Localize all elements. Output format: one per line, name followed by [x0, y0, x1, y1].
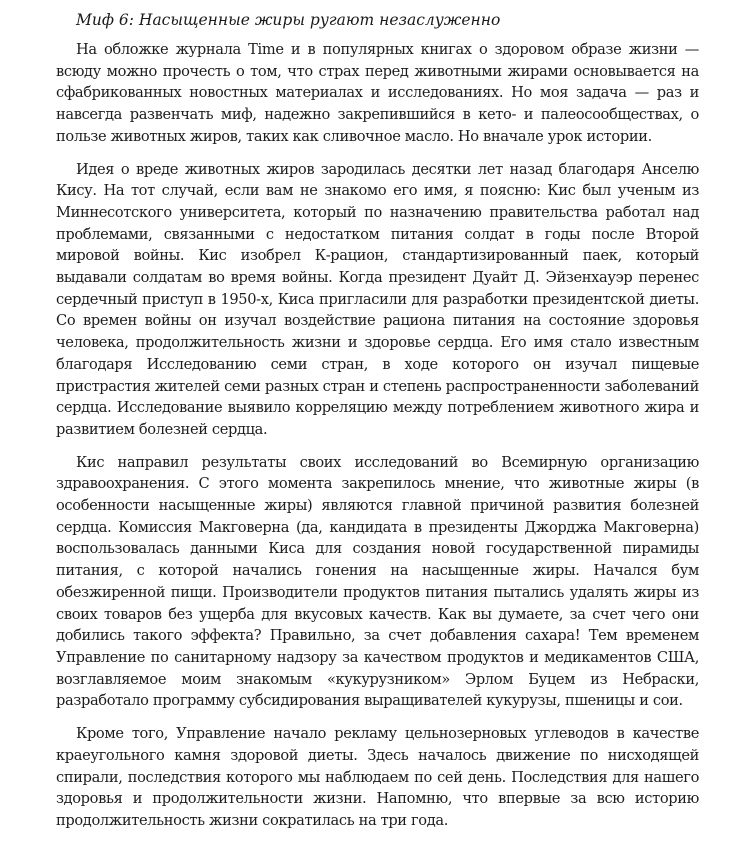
- paragraph-1: На обложке журнала Time и в популярных книгах о здоровом образе жизни — всюду можно прочесть о том, что страх перед животными жирами основывается на сфабрикованных новостных материалах и исследованиях. Но моя задача — раз и навсегда развенчать миф, надежно закрепившийся в кето- и палеосообществах, о пользе животных жиров, таких как сливочное масло. Но вначале урок истории.: [56, 41, 699, 145]
- paragraph-2: Идея о вреде животных жиров зародилась десятки лет назад благодаря Анселю Кису. На тот случай, если вам не знакомо его имя, я поясню: Кис был ученым из Миннесотского университета, который по назначению правительства работал над проблемами, связанными с недостатком питания солдат в годы после Второй мировой войны. Кис изобрел К-рацион, стандартизированный паек, который выдавали солдатам во время войны. Когда президент Дуайт Д. Эйзенхауэр перенес сердечный приступ в 1950-х, Киса пригласили для разработки президентской диеты. Со времен войны он изучал воздействие рациона питания на состояние здоровья человека, продолжительность жизни и здоровье сердца. Его имя стало известным благодаря Исследованию семи стран, в ходе которого он изучал пищевые пристрастия жителей семи разных стран и степень распространенности заболеваний сердца. Исследование выявило корреляцию между потреблением животного жира и развитием болезней сердца.: [56, 160, 699, 438]
- paragraph-3: Кис направил результаты своих исследований во Всемирную организацию здравоохранения. С этого момента закрепилось мнение, что животные жиры (в особенности насыщенные жиры) являются главной причиной развития болезней сердца. Комиссия Макговерна (да, кандидата в президенты Джорджа Макговерна) воспользовалась данными Киса для создания новой государственной пирамиды питания, с которой начались гонения на насыщенные жиры. Начался бум обезжиренной пищи. Производители продуктов питания пытались удалять жиры из своих товаров без ущерба для вкусовых качеств. Как вы думаете, за счет чего они добились такого эффекта? Правильно, за счет добавления сахара! Тем временем Управление по санитарному надзору за качеством продуктов и медикаментов США, возглавляемое моим знакомым «кукурузником» Эрлом Буцем из Небраски, разработало программу субсидирования выращивателей кукурузы, пшеницы и сои.: [56, 453, 699, 710]
- section-heading: Миф 6: Насыщенные жиры ругают незаслуженно: [76, 11, 501, 29]
- paragraph-4: Кроме того, Управление начало рекламу цельнозерновых углеводов в качестве краеугольного камня здоровой диеты. Здесь началось движение по нисходящей спирали, последствия которого мы наблюдаем по сей день. Последствия для нашего здоровья и продолжительности жизни. Напомню, что впервые за всю историю продолжительность жизни сократилась на три года.: [56, 725, 699, 829]
- document-page: [56, 9, 699, 843]
